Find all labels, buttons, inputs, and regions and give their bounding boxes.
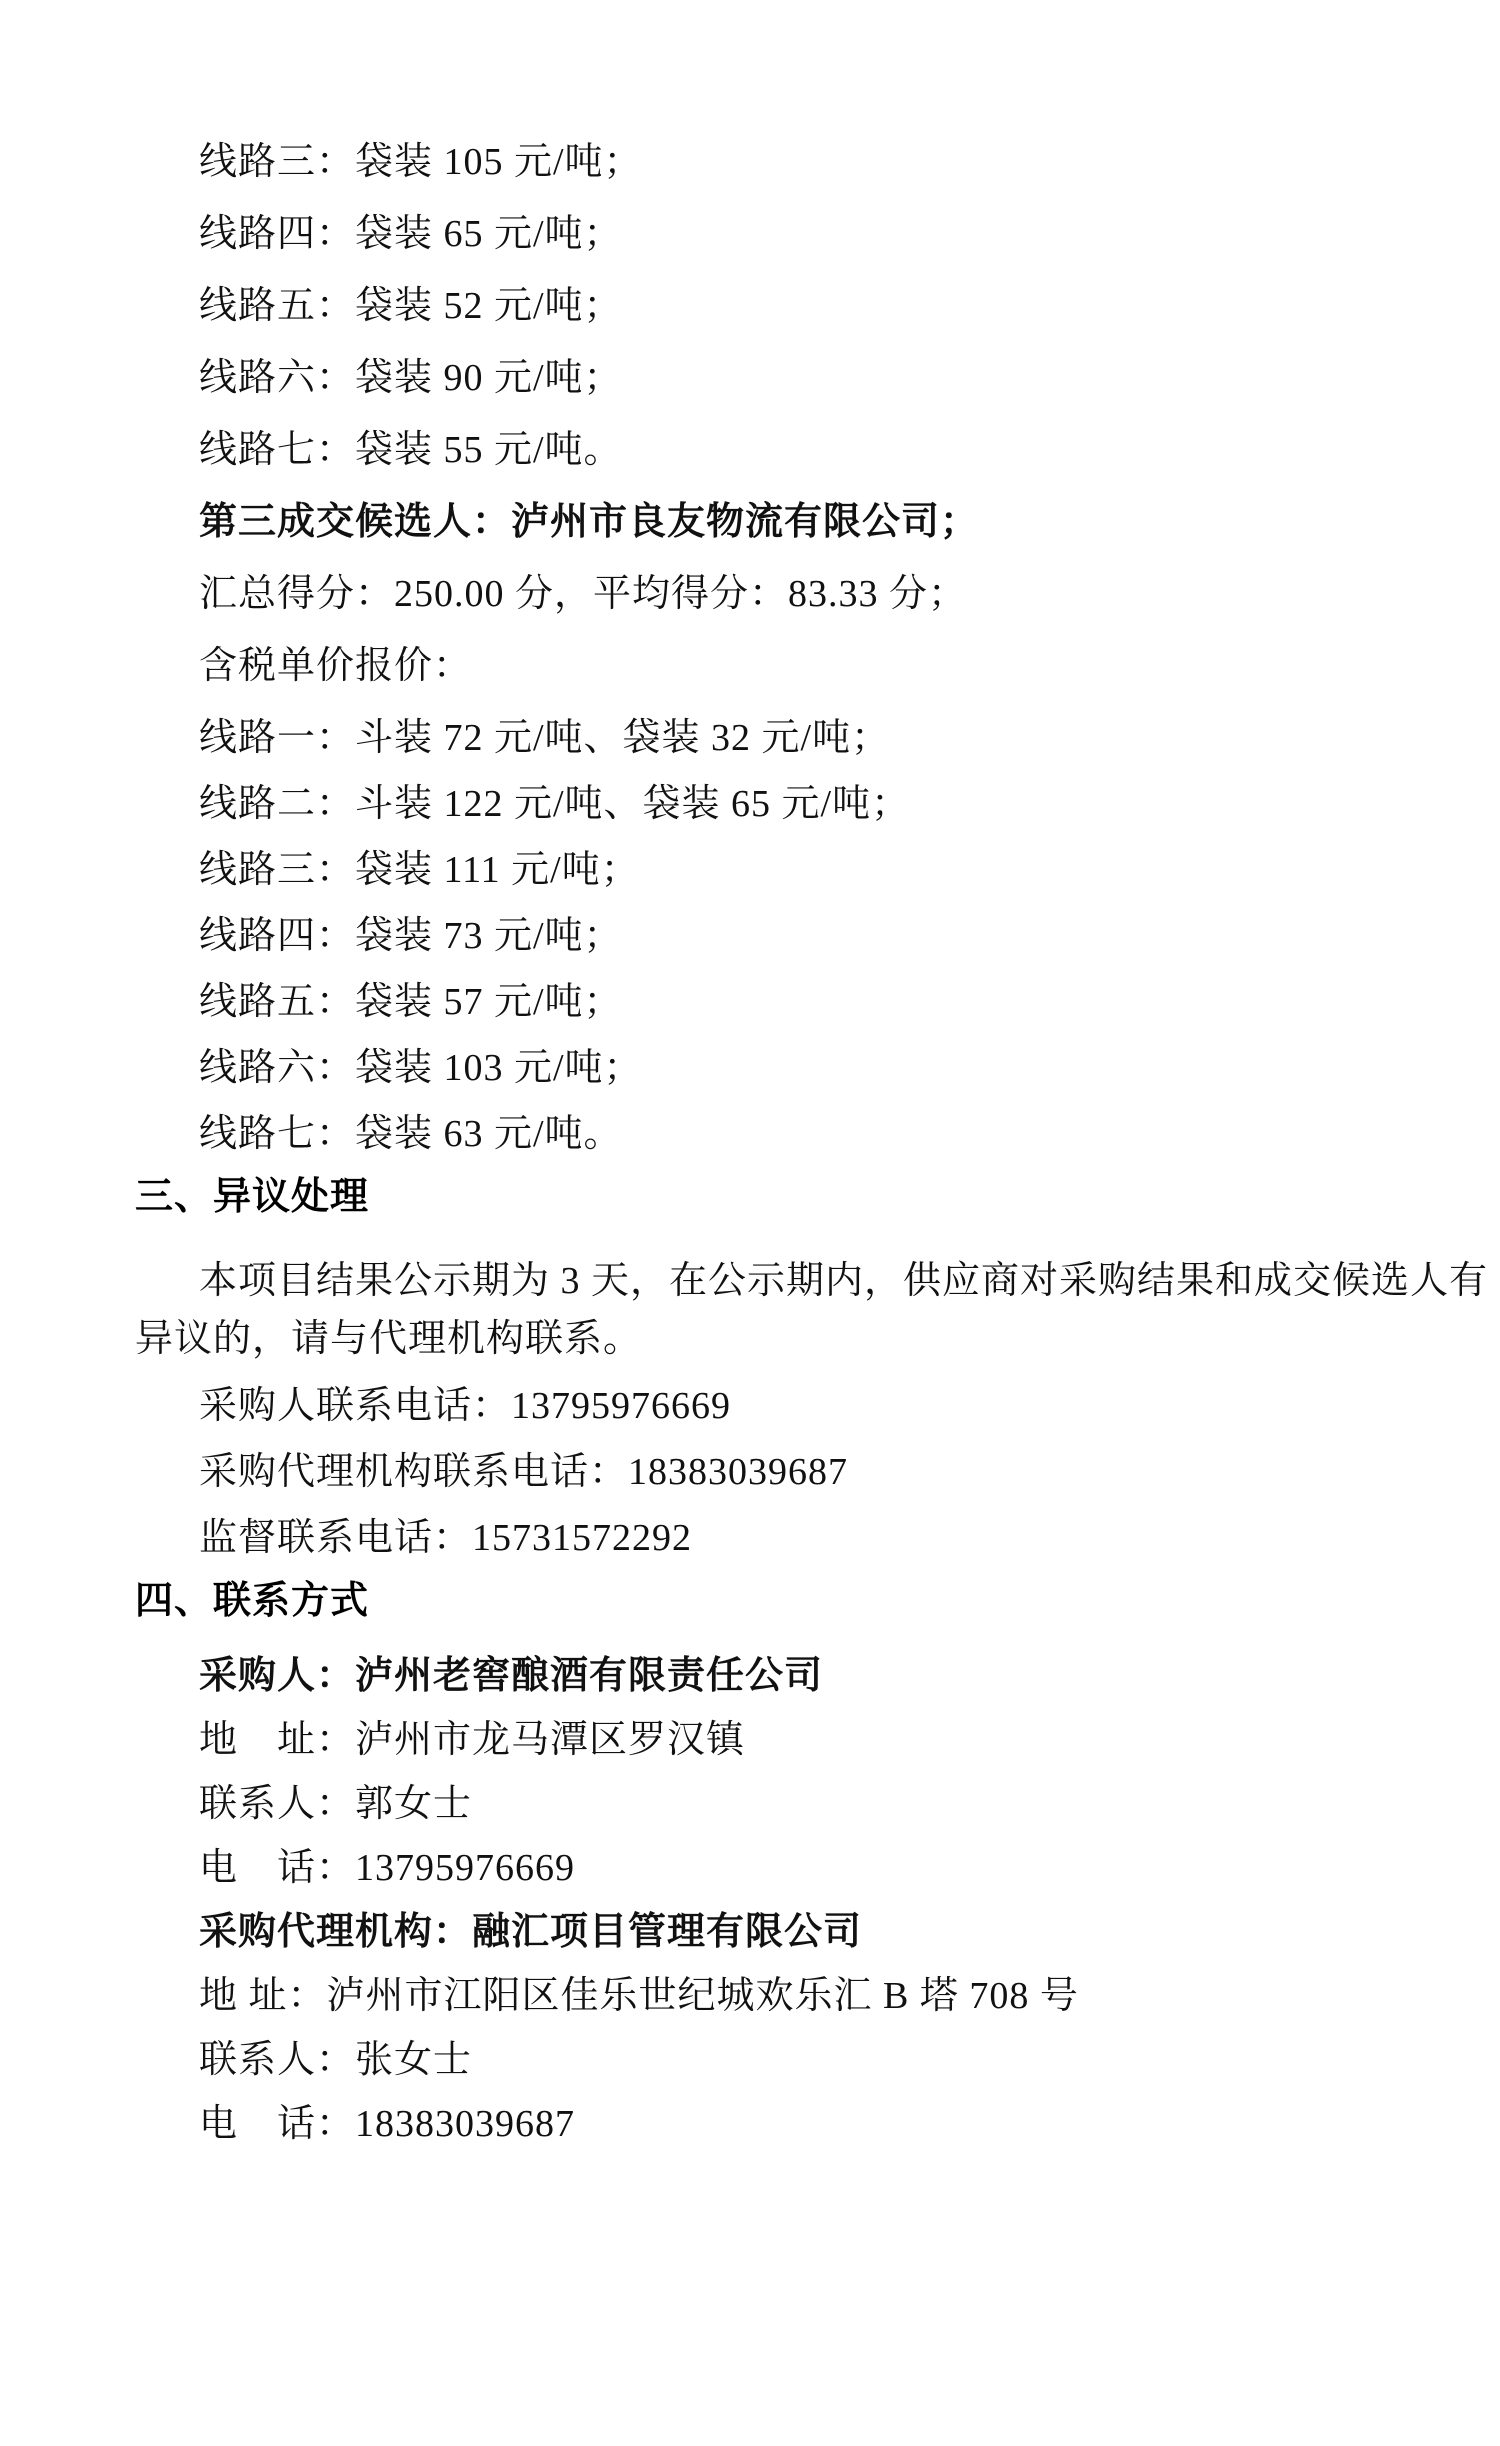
agency-address: 地 址：泸州市江阳区佳乐世纪城欢乐汇 B 塔 708 号 [199, 1975, 1079, 2017]
price-line: 线路四：袋装 65 元/吨； [199, 213, 623, 255]
purchaser-phone: 电 话：13795976669 [199, 1847, 576, 1889]
quote-line: 线路六：袋装 103 元/吨； [199, 1047, 643, 1089]
phone-line: 监督联系电话：15731572292 [199, 1517, 693, 1559]
quote-line: 线路五：袋装 57 元/吨； [199, 981, 623, 1023]
price-line: 线路七：袋装 55 元/吨。 [199, 429, 623, 471]
quote-line: 线路三：袋装 111 元/吨； [199, 849, 640, 891]
quote-line: 线路四：袋装 73 元/吨； [199, 915, 623, 957]
purchaser-title: 采购人：泸州老窖酿酒有限责任公司 [199, 1655, 824, 1697]
candidate-score-line: 汇总得分：250.00 分，平均得分：83.33 分； [199, 573, 968, 615]
phone-line: 采购代理机构联系电话：18383039687 [199, 1451, 849, 1493]
agency-phone: 电 话：18383039687 [199, 2103, 576, 2145]
objection-paragraph [135, 1252, 1489, 1368]
price-list-tail [135, 126, 1404, 486]
objection-paragraph-line: 本项目结果公示期为 3 天，在公示期内，供应商对采购结果和成交候选人有 [199, 1260, 1489, 1302]
price-line: 线路五：袋装 52 元/吨； [199, 285, 623, 327]
candidate-title: 第三成交候选人：泸州市良友物流有限公司； [199, 501, 980, 543]
objection-heading: 三、异议处理 [135, 1176, 370, 1218]
third-candidate-section [135, 486, 1404, 1167]
price-line: 线路三：袋装 105 元/吨； [199, 141, 643, 183]
price-line: 线路六：袋装 90 元/吨； [199, 357, 623, 399]
candidate-quote-list [135, 705, 1404, 1167]
quote-line: 线路二：斗装 122 元/吨、袋装 65 元/吨； [199, 783, 911, 825]
agency-title: 采购代理机构：融汇项目管理有限公司 [199, 1911, 863, 1953]
objection-phones [135, 1373, 1404, 1571]
phone-line: 采购人联系电话：13795976669 [199, 1385, 732, 1427]
purchaser-address: 地 址：泸州市龙马潭区罗汉镇 [199, 1719, 746, 1761]
quote-line: 线路一：斗装 72 元/吨、袋装 32 元/吨； [199, 717, 891, 759]
objection-paragraph-line: 异议的，请与代理机构联系。 [135, 1318, 643, 1360]
agency-contact-block [135, 1900, 1404, 2156]
agency-contact-person: 联系人：张女士 [199, 2039, 473, 2081]
contact-section [135, 1571, 1404, 2156]
purchaser-contact-person: 联系人：郭女士 [199, 1783, 473, 1825]
quote-label: 含税单价报价： [199, 645, 473, 687]
contact-heading: 四、联系方式 [135, 1580, 370, 1622]
quote-line: 线路七：袋装 63 元/吨。 [199, 1113, 623, 1155]
purchaser-contact-block [135, 1644, 1404, 1900]
objection-section [135, 1167, 1489, 1571]
